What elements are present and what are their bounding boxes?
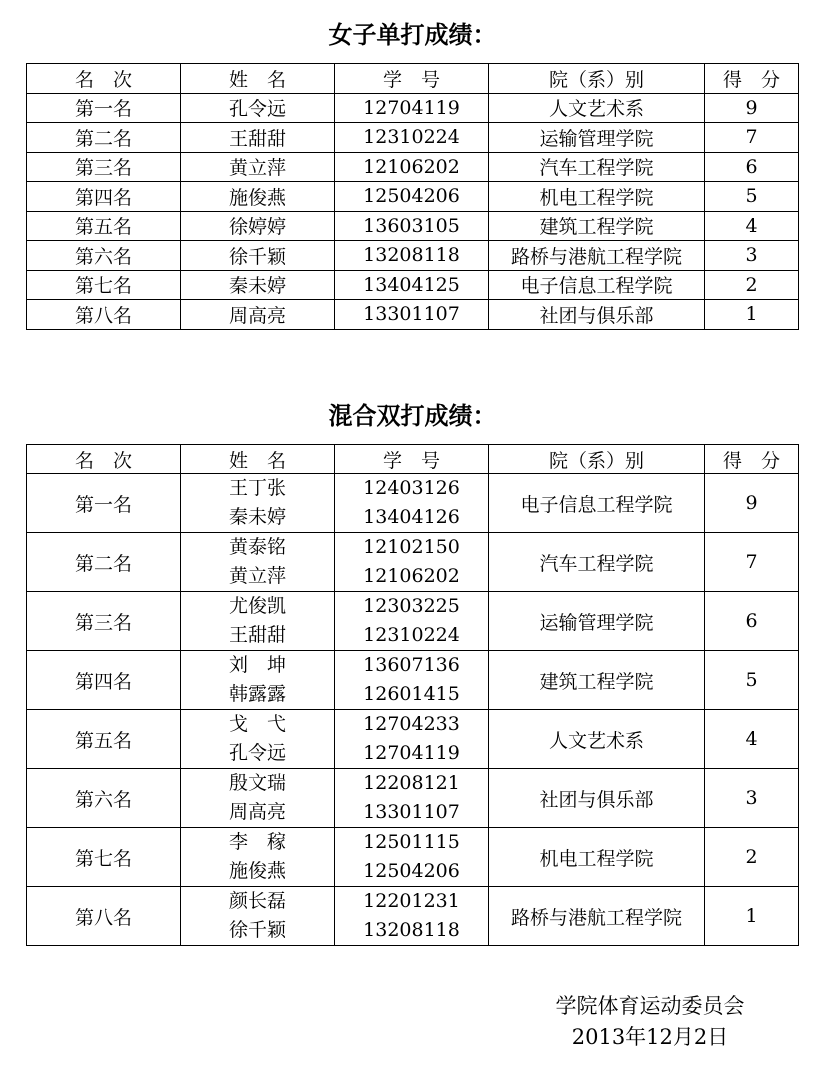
names-cell	[181, 828, 335, 887]
table-row	[27, 211, 799, 241]
student-id: 13301107	[363, 801, 460, 823]
student-id: 12106202	[363, 565, 460, 587]
table-row	[27, 474, 799, 533]
score-cell: 1	[705, 300, 799, 330]
player-name: 黄立萍	[228, 565, 286, 587]
score-cell: 9	[705, 474, 799, 533]
column-header-department: 院（系）别	[489, 64, 705, 94]
score-cell: 1	[705, 887, 799, 946]
player-name: 李 稼	[228, 831, 286, 853]
student-ids-cell	[335, 769, 489, 828]
student-ids-cell	[335, 533, 489, 592]
names-cell	[181, 592, 335, 651]
student-id: 12601415	[363, 683, 460, 705]
table-row	[27, 270, 799, 300]
singles-title: 女子单打成绩：	[328, 21, 497, 49]
column-header-student-id: 学 号	[335, 445, 489, 474]
table-header-row	[27, 64, 799, 94]
table-row	[27, 93, 799, 123]
score-cell: 2	[705, 828, 799, 887]
column-header-rank: 名 次	[27, 64, 181, 94]
table-row	[27, 769, 799, 828]
rank-cell: 第六名	[27, 241, 181, 271]
rank-cell: 第三名	[27, 592, 181, 651]
table-row	[27, 710, 799, 769]
table-row	[27, 828, 799, 887]
column-header-department: 院（系）别	[489, 445, 705, 474]
name-cell: 施俊燕	[181, 182, 335, 212]
names-cell	[181, 710, 335, 769]
rank-cell: 第六名	[27, 769, 181, 828]
table-row	[27, 592, 799, 651]
score-cell: 2	[705, 270, 799, 300]
column-header-rank: 名 次	[27, 445, 181, 474]
student-ids-cell	[335, 828, 489, 887]
department-cell: 社团与俱乐部	[489, 769, 705, 828]
rank-cell: 第八名	[27, 300, 181, 330]
student-id: 12208121	[363, 772, 460, 794]
table-row	[27, 182, 799, 212]
table-row	[27, 241, 799, 271]
student-id: 12303225	[363, 595, 460, 617]
score-cell: 3	[705, 769, 799, 828]
column-header-score: 得 分	[705, 445, 799, 474]
player-name: 秦未婷	[228, 506, 286, 528]
rank-cell: 第三名	[27, 152, 181, 182]
student-id-cell: 12704119	[335, 93, 489, 123]
rank-cell: 第八名	[27, 887, 181, 946]
score-cell: 6	[705, 152, 799, 182]
names-cell	[181, 769, 335, 828]
score-cell: 5	[705, 651, 799, 710]
student-id-cell: 13404125	[335, 270, 489, 300]
department-cell: 人文艺术系	[489, 93, 705, 123]
rank-cell: 第一名	[27, 474, 181, 533]
player-name: 颜长磊	[228, 890, 286, 912]
rank-cell: 第四名	[27, 182, 181, 212]
department-cell: 机电工程学院	[489, 182, 705, 212]
student-id-cell: 12106202	[335, 152, 489, 182]
column-header-score: 得 分	[705, 64, 799, 94]
column-header-student-id: 学 号	[335, 64, 489, 94]
student-id-cell: 12504206	[335, 182, 489, 212]
student-id-cell: 13208118	[335, 241, 489, 271]
student-id-cell: 13603105	[335, 211, 489, 241]
student-id: 12704233	[363, 713, 460, 735]
name-cell: 王甜甜	[181, 123, 335, 153]
rank-cell: 第四名	[27, 651, 181, 710]
department-cell: 路桥与港航工程学院	[489, 241, 705, 271]
department-cell: 社团与俱乐部	[489, 300, 705, 330]
student-id-cell: 12310224	[335, 123, 489, 153]
student-ids-cell	[335, 474, 489, 533]
doubles-results-table	[26, 444, 799, 946]
player-name: 王甜甜	[228, 624, 286, 646]
department-cell: 建筑工程学院	[489, 651, 705, 710]
player-name: 黄泰铭	[228, 536, 286, 558]
names-cell	[181, 474, 335, 533]
rank-cell: 第七名	[27, 828, 181, 887]
score-cell: 7	[705, 533, 799, 592]
table-row	[27, 887, 799, 946]
player-name: 韩露露	[228, 683, 286, 705]
player-name: 徐千颖	[228, 919, 286, 941]
department-cell: 运输管理学院	[489, 592, 705, 651]
student-id: 12201231	[363, 890, 460, 912]
names-cell	[181, 887, 335, 946]
department-cell: 电子信息工程学院	[489, 474, 705, 533]
student-id: 12704119	[363, 742, 460, 764]
department-cell: 机电工程学院	[489, 828, 705, 887]
department-cell: 汽车工程学院	[489, 533, 705, 592]
player-name: 王丁张	[228, 477, 286, 499]
department-cell: 电子信息工程学院	[489, 270, 705, 300]
score-cell: 7	[705, 123, 799, 153]
player-name: 周高亮	[228, 801, 286, 823]
name-cell: 秦未婷	[181, 270, 335, 300]
column-header-name: 姓 名	[181, 445, 335, 474]
department-cell: 建筑工程学院	[489, 211, 705, 241]
score-cell: 6	[705, 592, 799, 651]
score-cell: 4	[705, 211, 799, 241]
names-cell	[181, 533, 335, 592]
doubles-title: 混合双打成绩：	[328, 402, 497, 430]
student-ids-cell	[335, 651, 489, 710]
student-id: 12102150	[363, 536, 460, 558]
footer-organization: 学院体育运动委员会	[555, 994, 745, 1018]
name-cell: 徐婷婷	[181, 211, 335, 241]
table-header-row	[27, 445, 799, 474]
student-id: 13607136	[363, 654, 460, 676]
table-row	[27, 152, 799, 182]
table-row	[27, 533, 799, 592]
student-id: 12310224	[363, 624, 460, 646]
name-cell: 黄立萍	[181, 152, 335, 182]
student-ids-cell	[335, 887, 489, 946]
player-name: 戈 弋	[228, 713, 286, 735]
rank-cell: 第七名	[27, 270, 181, 300]
student-id: 12403126	[363, 477, 460, 499]
student-id: 13208118	[363, 919, 460, 941]
table-row	[27, 123, 799, 153]
singles-results-table	[26, 63, 799, 330]
name-cell: 周高亮	[181, 300, 335, 330]
player-name: 刘 坤	[228, 654, 286, 676]
department-cell: 运输管理学院	[489, 123, 705, 153]
student-id: 12501115	[363, 831, 460, 853]
rank-cell: 第五名	[27, 710, 181, 769]
department-cell: 人文艺术系	[489, 710, 705, 769]
student-ids-cell	[335, 710, 489, 769]
department-cell: 汽车工程学院	[489, 152, 705, 182]
names-cell	[181, 651, 335, 710]
name-cell: 孔令远	[181, 93, 335, 123]
name-cell: 徐千颖	[181, 241, 335, 271]
student-id: 12504206	[363, 860, 460, 882]
score-cell: 5	[705, 182, 799, 212]
department-cell: 路桥与港航工程学院	[489, 887, 705, 946]
student-id-cell: 13301107	[335, 300, 489, 330]
footer-date: 2013年12月2日	[571, 1025, 729, 1049]
score-cell: 3	[705, 241, 799, 271]
student-ids-cell	[335, 592, 489, 651]
table-row	[27, 651, 799, 710]
table-row	[27, 300, 799, 330]
student-id: 13404126	[363, 506, 460, 528]
score-cell: 9	[705, 93, 799, 123]
rank-cell: 第一名	[27, 93, 181, 123]
player-name: 殷文瑞	[228, 772, 286, 794]
rank-cell: 第二名	[27, 533, 181, 592]
player-name: 孔令远	[228, 742, 286, 764]
player-name: 尤俊凯	[228, 595, 286, 617]
rank-cell: 第二名	[27, 123, 181, 153]
rank-cell: 第五名	[27, 211, 181, 241]
score-cell: 4	[705, 710, 799, 769]
column-header-name: 姓 名	[181, 64, 335, 94]
player-name: 施俊燕	[228, 860, 286, 882]
